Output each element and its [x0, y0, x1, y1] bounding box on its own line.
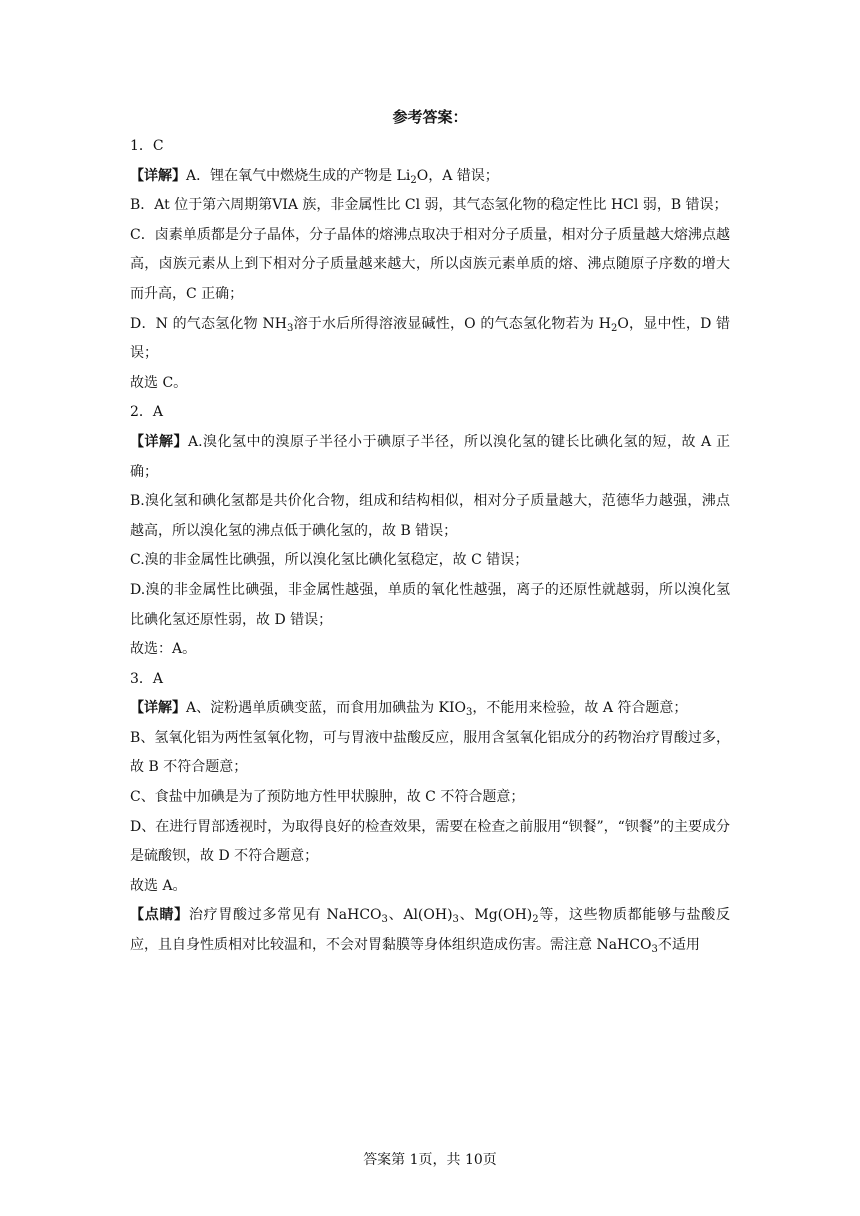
q3-option-a: 【详解】A、淀粉遇单质碘变蓝，而食用加碘盐为 $KIO_3$，不能用来检验，故 A 符合题意； [130, 700, 688, 719]
q3-answer: 3．A [130, 670, 164, 687]
q3-option-d: D、在进行胃部透视时，为取得良好的检查效果，需要在检查之前服用“钡餐”，“钡餐”的主要成分是硫酸钡，故 D 不符合题意； [130, 818, 730, 865]
q1-option-a: 【详解】A．锂在氧气中燃烧生成的产物是 $Li_2O$，A 错误； [130, 167, 499, 186]
answer-content [130, 132, 730, 961]
q3-option-c: C、食盐中加碘是为了预防地方性甲状腺肿，故 C 不符合题意； [130, 789, 525, 806]
note-tag: 【点睛】 [130, 907, 189, 924]
q2-option-a: 【详解】A.溴化氢中的溴原子半径小于碘原子半径，所以溴化氢的键长比碘化氢的短，故 A 正确； [130, 433, 730, 480]
detail-tag: 【详解】 [130, 433, 188, 450]
detail-tag: 【详解】 [130, 167, 186, 184]
q2-conclusion: 故选：A。 [130, 641, 197, 658]
detail-tag: 【详解】 [130, 700, 186, 717]
q1-conclusion: 故选 C。 [130, 374, 188, 391]
q2-answer: 2．A [130, 404, 164, 421]
q3-option-b: B、氢氧化铝为两性氢氧化物，可与胃液中盐酸反应，服用含氢氧化铝成分的药物治疗胃酸过多，故 B 不符合题意； [130, 729, 730, 776]
q1-option-c: C．卤素单质都是分子晶体，分子晶体的熔沸点取决于相对分子质量，相对分子质量越大熔沸点越高，卤族元素从上到下相对分子质量越来越大，所以卤族元素单质的熔、沸点随原子序数的增大而升高，C 正确； [130, 226, 730, 302]
q2-option-c: C.溴的非金属性比碘强，所以溴化氢比碘化氢稳定，故 C 错误； [130, 552, 529, 569]
q3-note: 【点睛】治疗胃酸过多常见有 NaHCO$_3$、$Al(OH)_3$、$Mg(OH)_2$等，这些物质都能够与盐酸反应，且自身性质相对比较温和，不会对胃黏膜等身体组织造成伤害。需注意 NaHCO$_3$不适用 [130, 907, 731, 956]
q2-option-d: D.溴的非金属性比碘强，非金属性越强，单质的氧化性越强，离子的还原性就越弱，所以溴化氢比碘化氢还原性弱，故 D 错误； [130, 581, 730, 628]
q3-conclusion: 故选 A。 [130, 877, 187, 894]
q1-option-d: D．N 的气态氢化物 $NH_3$溶于水后所得溶液显碱性，O 的气态氢化物若为 $H_2O$，显中性，D 错误； [130, 315, 730, 362]
q1-answer: 1．C [130, 138, 164, 154]
q2-option-b: B.溴化氢和碘化氢都是共价化合物，组成和结构相似，相对分子质量越大，范德华力越强，沸点越高，所以溴化氢的沸点低于碘化氢的，故 B 错误； [130, 493, 730, 539]
page-footer: 答案第 1页，共 10页 [363, 1152, 497, 1168]
q1-option-b: B．At 位于第六周期第VIA 族，非金属性比 Cl 弱，其气态氢化物的稳定性比 HCl 弱，B 错误； [130, 197, 728, 214]
page-title: 参考答案： [392, 108, 468, 126]
